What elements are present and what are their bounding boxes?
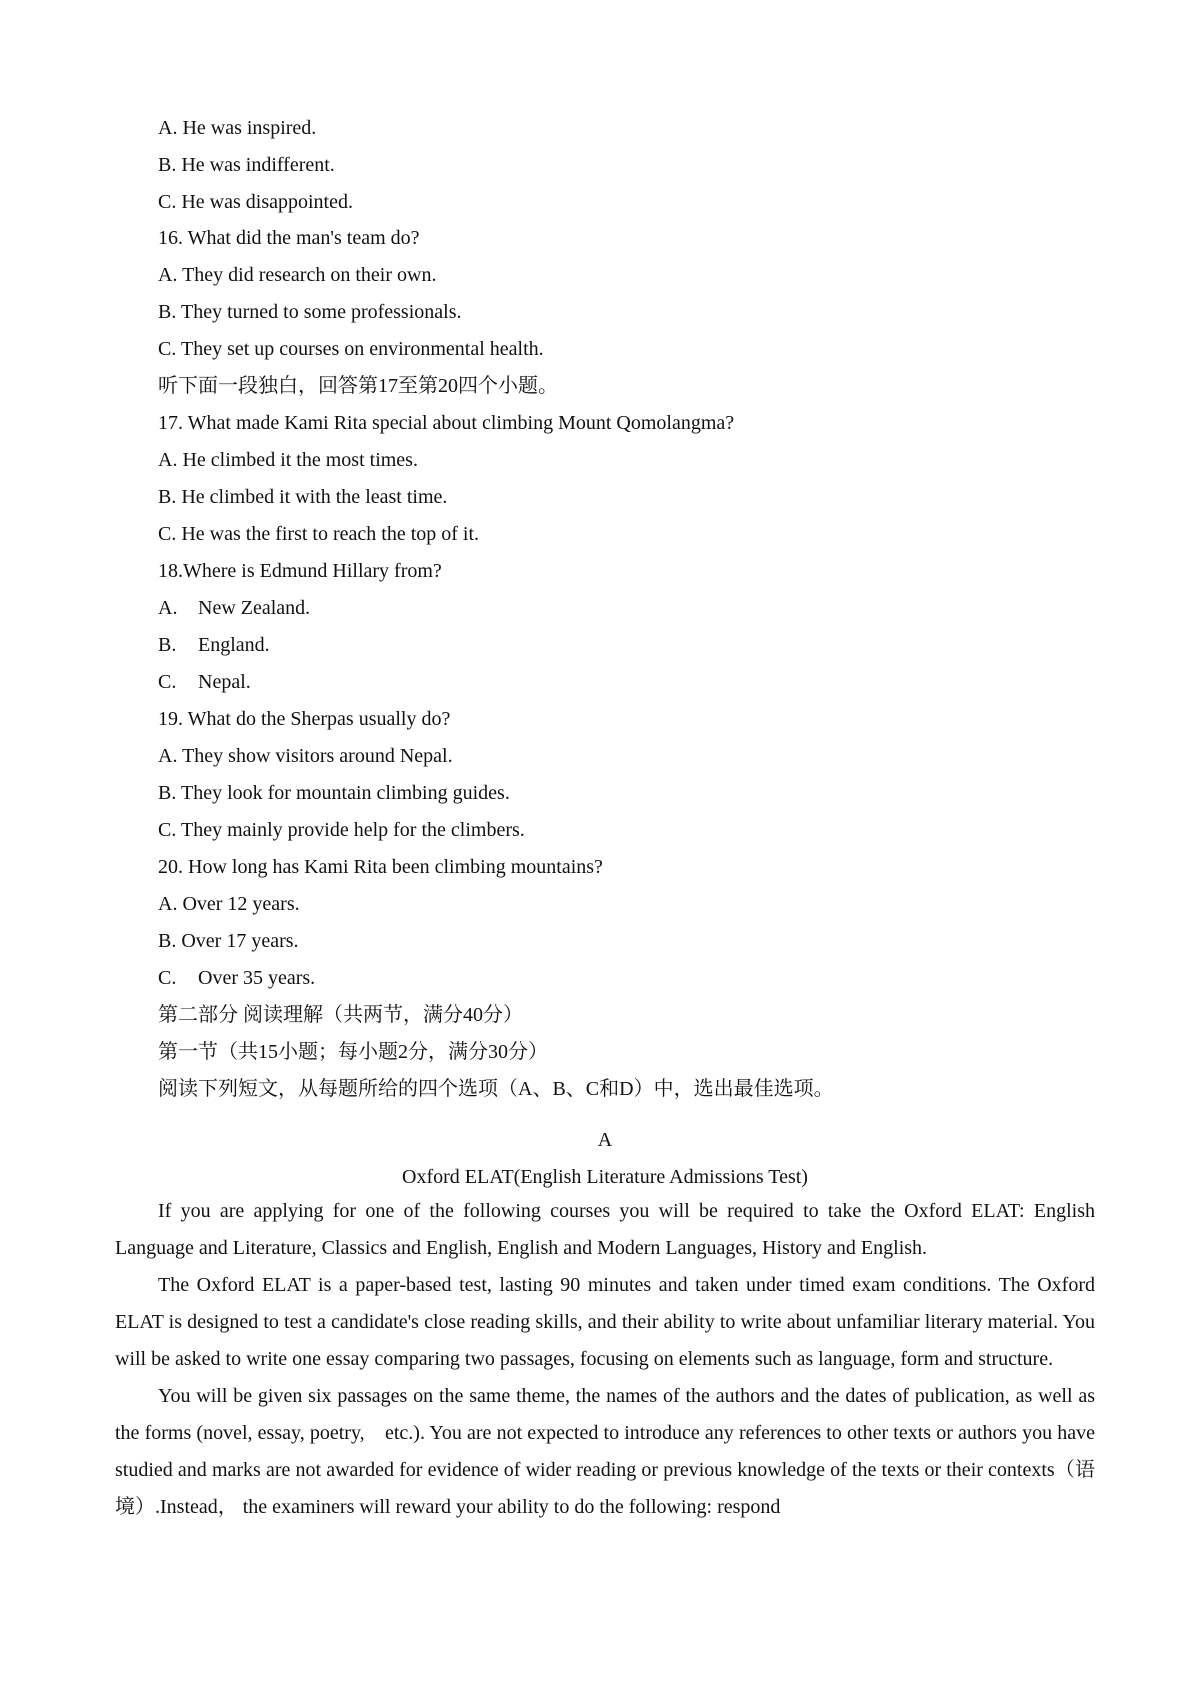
section1-heading: 第一节（共15小题；每小题2分，满分30分） xyxy=(158,1041,548,1063)
option-label: C. xyxy=(158,967,177,989)
q17-option-a: A. He climbed it the most times. xyxy=(158,449,418,471)
q19-option-c: C. They mainly provide help for the climbers. xyxy=(158,819,525,841)
part2-heading: 第二部分 阅读理解（共两节，满分40分） xyxy=(158,1004,523,1026)
q18-question: 18.Where is Edmund Hillary from? xyxy=(158,560,442,582)
passage-title: Oxford ELAT(English Literature Admissions Test) xyxy=(402,1166,808,1188)
q17-question: 17. What made Kami Rita special about climbing Mount Qomolangma? xyxy=(158,412,735,434)
q18-option-c xyxy=(158,668,251,696)
q20-option-a: A. Over 12 years. xyxy=(158,893,300,915)
q17-option-c: C. He was the first to reach the top of it. xyxy=(158,523,480,545)
option-text: New Zealand. xyxy=(198,597,311,619)
option-text: Over 35 years. xyxy=(198,967,316,989)
q15-option-a: A. He was inspired. xyxy=(158,117,317,139)
q16-option-c: C. They set up courses on environmental health. xyxy=(158,338,544,360)
q16-option-b: B. They turned to some professionals. xyxy=(158,301,462,323)
q18-option-a xyxy=(158,594,310,622)
passage-paragraph: You will be given six passages on the same theme, the names of the authors and the dates of publication, as well as the forms (novel, essay, poetry, etc.). You are not expected to introduce any references to other texts or authors you have studied and marks are not awarded for evidence of wider reading or previous knowledge of the texts or their contexts（语境）.Instead， the examiners will reward your ability to do the following: respond xyxy=(115,1385,1095,1518)
reading-instruction: 阅读下列短文，从每题所给的四个选项（A、B、C和D）中，选出最佳选项。 xyxy=(158,1078,834,1100)
q15-option-b: B. He was indifferent. xyxy=(158,154,335,176)
q19-option-a: A. They show visitors around Nepal. xyxy=(158,745,453,767)
option-label: C. xyxy=(158,671,177,693)
monologue-instruction: 听下面一段独白，回答第17至第20四个小题。 xyxy=(158,375,558,397)
q20-option-b: B. Over 17 years. xyxy=(158,930,299,952)
q15-option-c: C. He was disappointed. xyxy=(158,191,353,213)
q16-option-a: A. They did research on their own. xyxy=(158,264,437,286)
passage-paragraph: If you are applying for one of the following courses you will be required to take the Oxford ELAT: English Language and Literature, Classics and English, English and Modern Languages, History and English. xyxy=(115,1200,1095,1259)
q20-question: 20. How long has Kami Rita been climbing mountains? xyxy=(158,856,603,878)
passage-letter: A xyxy=(597,1129,613,1151)
option-label: A. xyxy=(158,597,178,619)
q17-option-b: B. He climbed it with the least time. xyxy=(158,486,448,508)
q18-option-b xyxy=(158,631,270,659)
q16-question: 16. What did the man's team do? xyxy=(158,227,420,249)
option-text: England. xyxy=(198,634,270,656)
passage-paragraph: The Oxford ELAT is a paper-based test, lasting 90 minutes and taken under timed exam conditions. The Oxford ELAT is designed to test a candidate's close reading skills, and their ability to write about unfamiliar literary material. You will be asked to write one essay comparing two passages, focusing on elements such as language, form and structure. xyxy=(115,1274,1095,1370)
option-text: Nepal. xyxy=(198,671,251,693)
q19-question: 19. What do the Sherpas usually do? xyxy=(158,708,451,730)
q19-option-b: B. They look for mountain climbing guides. xyxy=(158,782,510,804)
option-label: B. xyxy=(158,634,177,656)
q20-option-c xyxy=(158,964,315,992)
passage-body xyxy=(115,1193,1095,1526)
